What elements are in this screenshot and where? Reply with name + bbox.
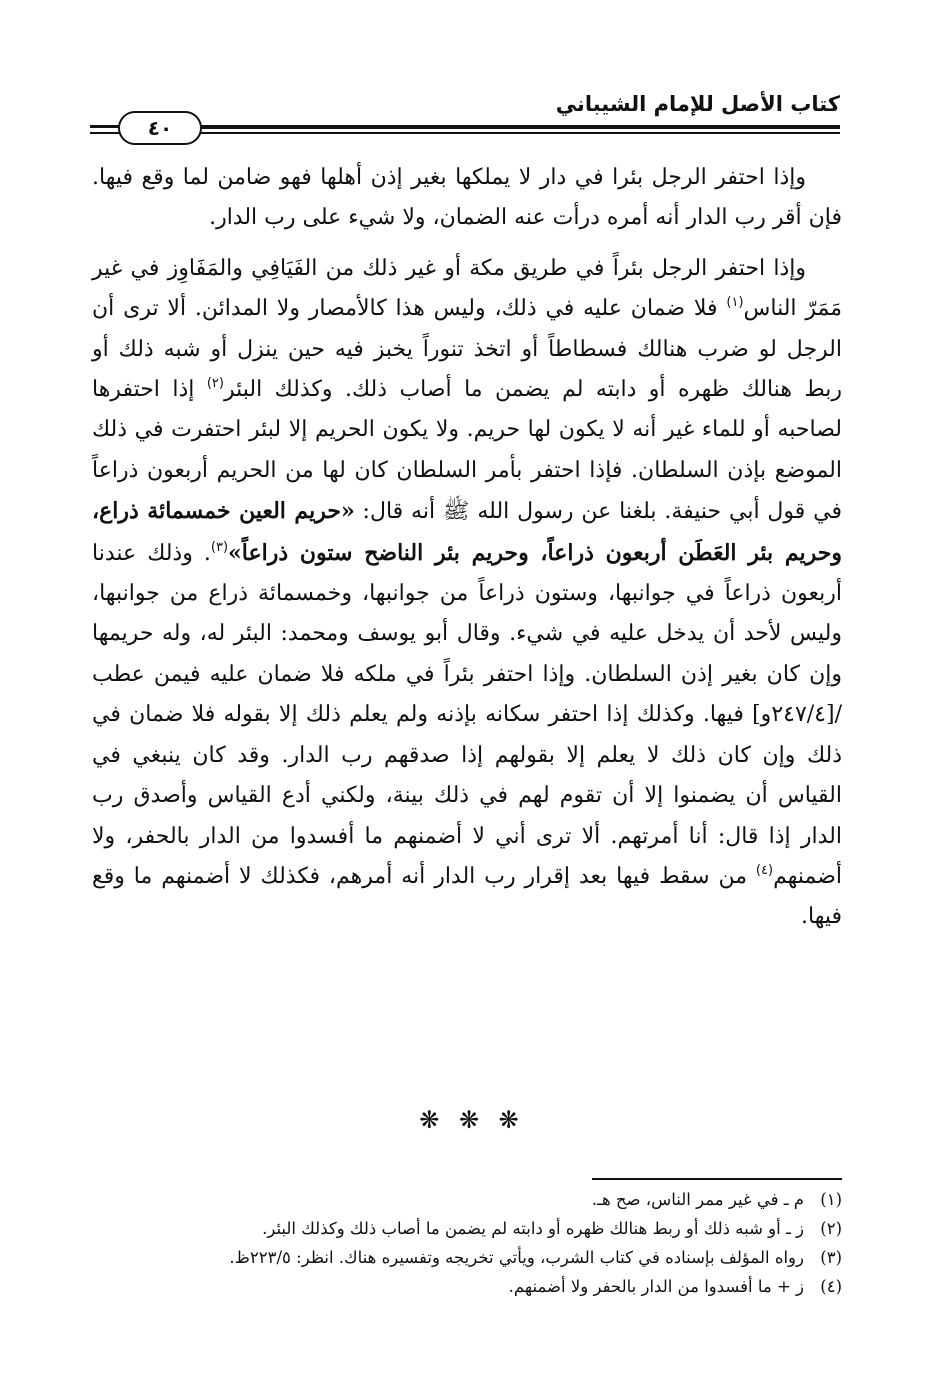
running-title: كتاب الأصل للإمام الشيباني (555, 92, 840, 116)
footnote-4 (92, 1272, 842, 1301)
hadith-quote: «حريم العين خمسمائة ذراع، وحريم بئر العَطَن أربعون ذراعاً، وحريم بئر الناضح ستون ذراعاً» (92, 498, 842, 566)
footnote-1 (92, 1185, 842, 1214)
main-text (92, 158, 842, 938)
text-run: فلا ضمان عليه في ذلك، وليس هذا كالأمصار ولا المدائن. ألا ترى أن الرجل لو ضرب هنالك فسطاطاً أو اتخذ تنوراً يخبز فيه حين ينزل أو شبه ذلك أو ربط هنالك ظهره أو دابته لم يضمن ما أصاب ذلك. وكذلك البئر (92, 296, 842, 403)
header-rule-thin (200, 132, 840, 134)
footnote-number: (١) (820, 1190, 842, 1209)
text-run: من سقط فيها بعد إقرار رب الدار أنه أمرهم، فكذلك لا أضمنهم ما وقع فيها. (92, 863, 842, 930)
header-rule-left-thin (90, 132, 120, 134)
header-rule-thick (200, 125, 840, 129)
footnote-text: رواه المؤلف بإسناده في كتاب الشرب، ويأتي تخريجه وتفسيره هناك. انظر: ٢٢٣/٥ظ. (229, 1248, 804, 1267)
text-run: إذا احتفرها لصاحبه أو للماء غير أنه لا يكون لها حريم. ولا يكون الحريم إلا لبئر احتفرت في ذلك الموضع بإذن السلطان. فإذا احتفر بأمر السلطان كان لها من الحريم أربعون ذراعاً في قول أبي حنيفة. بلغنا عن رسول الله ﷺ أنه قال: (92, 377, 842, 525)
footnote-text: م ـ في غير ممر الناس، صح هـ. (591, 1190, 804, 1209)
footnote-2 (92, 1214, 842, 1243)
footnote-number: (٣) (820, 1248, 842, 1267)
footnotes (92, 1185, 842, 1301)
footnote-text: ز ـ أو شبه ذلك أو ربط هنالك ظهره أو دابته لم يضمن ما أصاب ذلك وكذلك البئر. (262, 1219, 804, 1238)
page-header (90, 88, 840, 148)
footnote-number: (٤) (820, 1277, 842, 1296)
page-number: ٤٠ (118, 111, 202, 145)
footnote-separator (592, 1178, 842, 1180)
footnote-ref-4[interactable]: (٤) (755, 862, 774, 878)
footnote-ref-2[interactable]: (٢) (206, 376, 224, 392)
header-rule-left-thick (90, 125, 120, 128)
footnote-ref-1[interactable]: (١) (726, 295, 744, 311)
section-divider-ornament: ❋ ❋ ❋ (419, 1106, 525, 1134)
text-run: . وذلك عندنا أربعون ذراعاً في جوانبها، وستون ذراعاً من جوانبها، وخمسمائة ذراع من جوانبها، وليس لأحد أن يدخل عليه في شيء. وقال أبو يوسف ومحمد: البئر له، وله حريمها وإن كان بغير إذن السلطان. وإذا احتفر بئراً في ملكه فلا ضمان عليه فيمن عطب /[٢٤٧/٤و] فيها. وكذلك إذا احتفر سكانه بإذنه ولم يعلم ذلك إلا بقوله فلا ضمان في ذلك وإن كان ذلك لا يعلم إلا بقولهم إذا صدقهم رب الدار. وقد كان ينبغي في القياس أن يضمنوا إلا أن تقوم لهم في ذلك بينة، ولكني أدع القياس وأصدق رب الدار إذا قال: أنا أمرتهم. ألا ترى أني لا أضمنهم ما أفسدوا من الدار بالحفر، ولا أضمنهم (92, 540, 843, 889)
footnote-number: (٢) (820, 1219, 842, 1238)
paragraph-1: وإذا احتفر الرجل بئرا في دار لا يملكها بغير إذن أهلها فهو ضامن لما وقع فيها. فإن أقر رب الدار أنه أمره درأت عنه الضمان، ولا شيء على رب الدار. (92, 165, 842, 231)
footnote-3 (92, 1243, 842, 1272)
text-run: وإذا احتفر الرجل بئراً في طريق مكة أو غير ذلك من الفَيَافِي والمَفَاوِز في غير مَمَرّ الناس (92, 255, 843, 322)
footnote-ref-3[interactable]: (٣) (210, 539, 229, 555)
footnote-text: ز + ما أفسدوا من الدار بالحفر ولا أضمنهم. (508, 1277, 804, 1296)
paragraph-2 (92, 249, 842, 938)
